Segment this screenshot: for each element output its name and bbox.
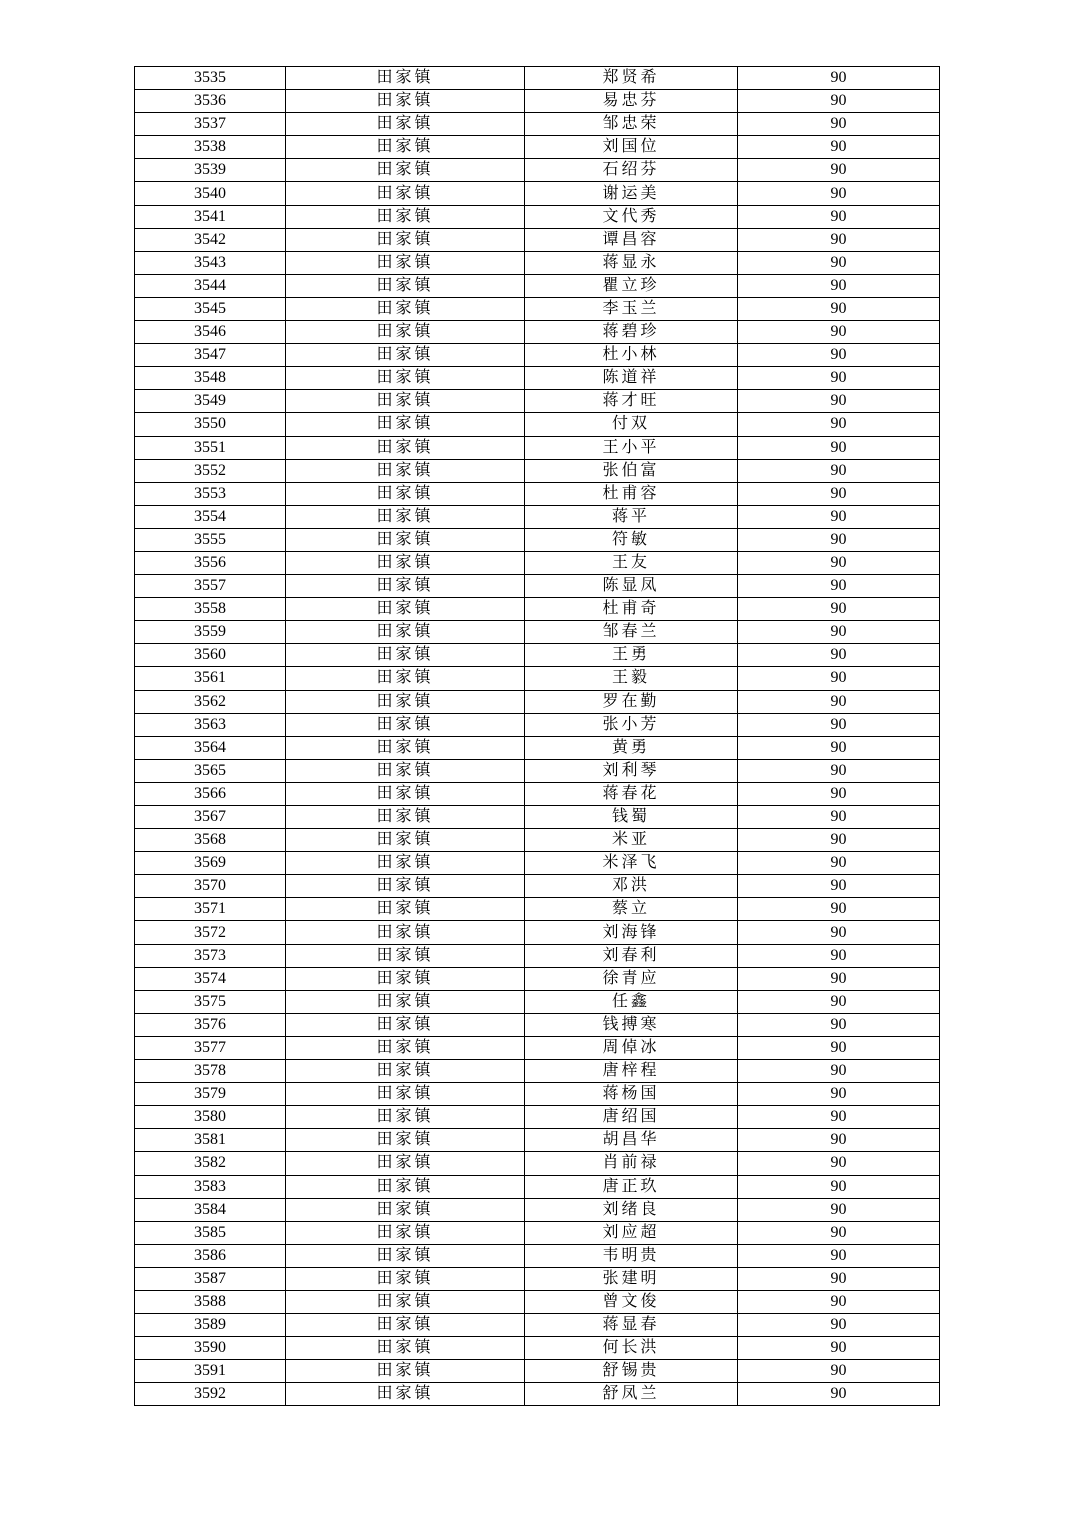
table-row bbox=[135, 113, 940, 136]
town-cell: 田家镇 bbox=[286, 1129, 525, 1152]
score-cell: 90 bbox=[738, 251, 940, 274]
serial-number-cell: 3564 bbox=[135, 736, 286, 759]
score-cell: 90 bbox=[738, 1013, 940, 1036]
score-cell: 90 bbox=[738, 1314, 940, 1337]
table-row bbox=[135, 367, 940, 390]
score-cell: 90 bbox=[738, 459, 940, 482]
town-cell: 田家镇 bbox=[286, 967, 525, 990]
table-row bbox=[135, 390, 940, 413]
town-cell: 田家镇 bbox=[286, 113, 525, 136]
town-cell: 田家镇 bbox=[286, 852, 525, 875]
table-row bbox=[135, 182, 940, 205]
name-cell: 邓洪 bbox=[525, 875, 738, 898]
serial-number-cell: 3543 bbox=[135, 251, 286, 274]
table-row bbox=[135, 1267, 940, 1290]
town-cell: 田家镇 bbox=[286, 205, 525, 228]
serial-number-cell: 3584 bbox=[135, 1198, 286, 1221]
score-cell: 90 bbox=[738, 1198, 940, 1221]
town-cell: 田家镇 bbox=[286, 1013, 525, 1036]
town-cell: 田家镇 bbox=[286, 690, 525, 713]
town-cell: 田家镇 bbox=[286, 1152, 525, 1175]
serial-number-cell: 3556 bbox=[135, 551, 286, 574]
score-cell: 90 bbox=[738, 1106, 940, 1129]
name-cell: 舒凤兰 bbox=[525, 1383, 738, 1406]
serial-number-cell: 3577 bbox=[135, 1036, 286, 1059]
score-cell: 90 bbox=[738, 1360, 940, 1383]
score-cell: 90 bbox=[738, 321, 940, 344]
score-cell: 90 bbox=[738, 829, 940, 852]
score-cell: 90 bbox=[738, 782, 940, 805]
score-cell: 90 bbox=[738, 1129, 940, 1152]
table-row bbox=[135, 1198, 940, 1221]
table-row bbox=[135, 159, 940, 182]
table-row bbox=[135, 875, 940, 898]
town-cell: 田家镇 bbox=[286, 1383, 525, 1406]
serial-number-cell: 3551 bbox=[135, 436, 286, 459]
town-cell: 田家镇 bbox=[286, 344, 525, 367]
serial-number-cell: 3582 bbox=[135, 1152, 286, 1175]
serial-number-cell: 3549 bbox=[135, 390, 286, 413]
serial-number-cell: 3539 bbox=[135, 159, 286, 182]
table-row bbox=[135, 482, 940, 505]
name-cell: 刘绪良 bbox=[525, 1198, 738, 1221]
score-cell: 90 bbox=[738, 367, 940, 390]
table-row bbox=[135, 321, 940, 344]
name-cell: 张小芳 bbox=[525, 713, 738, 736]
town-cell: 田家镇 bbox=[286, 321, 525, 344]
name-cell: 陈显凤 bbox=[525, 575, 738, 598]
table-row bbox=[135, 1036, 940, 1059]
name-cell: 杜甫容 bbox=[525, 482, 738, 505]
records-table bbox=[134, 66, 940, 1406]
town-cell: 田家镇 bbox=[286, 551, 525, 574]
score-cell: 90 bbox=[738, 67, 940, 90]
town-cell: 田家镇 bbox=[286, 182, 525, 205]
score-cell: 90 bbox=[738, 1060, 940, 1083]
name-cell: 米亚 bbox=[525, 829, 738, 852]
name-cell: 曾文俊 bbox=[525, 1290, 738, 1313]
serial-number-cell: 3554 bbox=[135, 505, 286, 528]
name-cell: 唐梓程 bbox=[525, 1060, 738, 1083]
name-cell: 刘国位 bbox=[525, 136, 738, 159]
serial-number-cell: 3562 bbox=[135, 690, 286, 713]
score-cell: 90 bbox=[738, 1083, 940, 1106]
table-row bbox=[135, 90, 940, 113]
town-cell: 田家镇 bbox=[286, 944, 525, 967]
name-cell: 舒锡贵 bbox=[525, 1360, 738, 1383]
name-cell: 蒋平 bbox=[525, 505, 738, 528]
table-row bbox=[135, 852, 940, 875]
town-cell: 田家镇 bbox=[286, 898, 525, 921]
town-cell: 田家镇 bbox=[286, 251, 525, 274]
serial-number-cell: 3547 bbox=[135, 344, 286, 367]
table-row bbox=[135, 459, 940, 482]
town-cell: 田家镇 bbox=[286, 598, 525, 621]
name-cell: 钱搏寒 bbox=[525, 1013, 738, 1036]
table-row bbox=[135, 1175, 940, 1198]
serial-number-cell: 3559 bbox=[135, 621, 286, 644]
table-row bbox=[135, 67, 940, 90]
serial-number-cell: 3542 bbox=[135, 228, 286, 251]
town-cell: 田家镇 bbox=[286, 875, 525, 898]
serial-number-cell: 3588 bbox=[135, 1290, 286, 1313]
serial-number-cell: 3575 bbox=[135, 990, 286, 1013]
town-cell: 田家镇 bbox=[286, 482, 525, 505]
name-cell: 张伯富 bbox=[525, 459, 738, 482]
name-cell: 蒋才旺 bbox=[525, 390, 738, 413]
score-cell: 90 bbox=[738, 482, 940, 505]
table-row bbox=[135, 575, 940, 598]
town-cell: 田家镇 bbox=[286, 759, 525, 782]
serial-number-cell: 3583 bbox=[135, 1175, 286, 1198]
name-cell: 徐青应 bbox=[525, 967, 738, 990]
town-cell: 田家镇 bbox=[286, 1036, 525, 1059]
town-cell: 田家镇 bbox=[286, 1175, 525, 1198]
table-row bbox=[135, 759, 940, 782]
table-row bbox=[135, 1314, 940, 1337]
name-cell: 蒋碧珍 bbox=[525, 321, 738, 344]
score-cell: 90 bbox=[738, 436, 940, 459]
name-cell: 蒋春花 bbox=[525, 782, 738, 805]
serial-number-cell: 3546 bbox=[135, 321, 286, 344]
town-cell: 田家镇 bbox=[286, 505, 525, 528]
name-cell: 王小平 bbox=[525, 436, 738, 459]
town-cell: 田家镇 bbox=[286, 1267, 525, 1290]
serial-number-cell: 3550 bbox=[135, 413, 286, 436]
name-cell: 张建明 bbox=[525, 1267, 738, 1290]
serial-number-cell: 3580 bbox=[135, 1106, 286, 1129]
name-cell: 杜甫奇 bbox=[525, 598, 738, 621]
serial-number-cell: 3592 bbox=[135, 1383, 286, 1406]
town-cell: 田家镇 bbox=[286, 1360, 525, 1383]
serial-number-cell: 3569 bbox=[135, 852, 286, 875]
score-cell: 90 bbox=[738, 621, 940, 644]
serial-number-cell: 3544 bbox=[135, 274, 286, 297]
serial-number-cell: 3538 bbox=[135, 136, 286, 159]
serial-number-cell: 3589 bbox=[135, 1314, 286, 1337]
score-cell: 90 bbox=[738, 136, 940, 159]
score-cell: 90 bbox=[738, 1152, 940, 1175]
score-cell: 90 bbox=[738, 113, 940, 136]
name-cell: 郑贤希 bbox=[525, 67, 738, 90]
town-cell: 田家镇 bbox=[286, 1083, 525, 1106]
score-cell: 90 bbox=[738, 921, 940, 944]
score-cell: 90 bbox=[738, 990, 940, 1013]
table-row bbox=[135, 1106, 940, 1129]
table-row bbox=[135, 436, 940, 459]
score-cell: 90 bbox=[738, 1244, 940, 1267]
town-cell: 田家镇 bbox=[286, 1198, 525, 1221]
table-row bbox=[135, 1244, 940, 1267]
table-row bbox=[135, 205, 940, 228]
serial-number-cell: 3548 bbox=[135, 367, 286, 390]
name-cell: 刘海锋 bbox=[525, 921, 738, 944]
name-cell: 蒋杨国 bbox=[525, 1083, 738, 1106]
town-cell: 田家镇 bbox=[286, 713, 525, 736]
score-cell: 90 bbox=[738, 528, 940, 551]
table-row bbox=[135, 598, 940, 621]
town-cell: 田家镇 bbox=[286, 459, 525, 482]
score-cell: 90 bbox=[738, 1290, 940, 1313]
table-row bbox=[135, 1129, 940, 1152]
town-cell: 田家镇 bbox=[286, 1221, 525, 1244]
score-cell: 90 bbox=[738, 413, 940, 436]
serial-number-cell: 3563 bbox=[135, 713, 286, 736]
table-row bbox=[135, 690, 940, 713]
table-row bbox=[135, 413, 940, 436]
table-row bbox=[135, 551, 940, 574]
table-row bbox=[135, 736, 940, 759]
table-row bbox=[135, 713, 940, 736]
score-cell: 90 bbox=[738, 736, 940, 759]
score-cell: 90 bbox=[738, 182, 940, 205]
serial-number-cell: 3540 bbox=[135, 182, 286, 205]
score-cell: 90 bbox=[738, 205, 940, 228]
score-cell: 90 bbox=[738, 1383, 940, 1406]
serial-number-cell: 3537 bbox=[135, 113, 286, 136]
serial-number-cell: 3560 bbox=[135, 644, 286, 667]
table-row bbox=[135, 1360, 940, 1383]
table-row bbox=[135, 1083, 940, 1106]
score-cell: 90 bbox=[738, 875, 940, 898]
score-cell: 90 bbox=[738, 505, 940, 528]
name-cell: 刘春利 bbox=[525, 944, 738, 967]
score-cell: 90 bbox=[738, 228, 940, 251]
table-row bbox=[135, 344, 940, 367]
score-cell: 90 bbox=[738, 575, 940, 598]
table-row bbox=[135, 782, 940, 805]
serial-number-cell: 3576 bbox=[135, 1013, 286, 1036]
serial-number-cell: 3572 bbox=[135, 921, 286, 944]
name-cell: 蒋显春 bbox=[525, 1314, 738, 1337]
name-cell: 谢运美 bbox=[525, 182, 738, 205]
serial-number-cell: 3586 bbox=[135, 1244, 286, 1267]
serial-number-cell: 3561 bbox=[135, 667, 286, 690]
table-row bbox=[135, 967, 940, 990]
town-cell: 田家镇 bbox=[286, 782, 525, 805]
serial-number-cell: 3587 bbox=[135, 1267, 286, 1290]
town-cell: 田家镇 bbox=[286, 736, 525, 759]
name-cell: 肖前禄 bbox=[525, 1152, 738, 1175]
name-cell: 石绍芬 bbox=[525, 159, 738, 182]
score-cell: 90 bbox=[738, 898, 940, 921]
town-cell: 田家镇 bbox=[286, 644, 525, 667]
town-cell: 田家镇 bbox=[286, 575, 525, 598]
town-cell: 田家镇 bbox=[286, 990, 525, 1013]
town-cell: 田家镇 bbox=[286, 528, 525, 551]
table-row bbox=[135, 644, 940, 667]
name-cell: 何长洪 bbox=[525, 1337, 738, 1360]
town-cell: 田家镇 bbox=[286, 297, 525, 320]
town-cell: 田家镇 bbox=[286, 159, 525, 182]
records-table-body bbox=[135, 67, 940, 1406]
serial-number-cell: 3541 bbox=[135, 205, 286, 228]
serial-number-cell: 3578 bbox=[135, 1060, 286, 1083]
score-cell: 90 bbox=[738, 1221, 940, 1244]
table-row bbox=[135, 621, 940, 644]
table-row bbox=[135, 898, 940, 921]
score-cell: 90 bbox=[738, 644, 940, 667]
name-cell: 韦明贵 bbox=[525, 1244, 738, 1267]
table-row bbox=[135, 528, 940, 551]
score-cell: 90 bbox=[738, 806, 940, 829]
town-cell: 田家镇 bbox=[286, 621, 525, 644]
name-cell: 米泽飞 bbox=[525, 852, 738, 875]
name-cell: 罗在勤 bbox=[525, 690, 738, 713]
score-cell: 90 bbox=[738, 159, 940, 182]
serial-number-cell: 3567 bbox=[135, 806, 286, 829]
serial-number-cell: 3565 bbox=[135, 759, 286, 782]
score-cell: 90 bbox=[738, 598, 940, 621]
serial-number-cell: 3581 bbox=[135, 1129, 286, 1152]
table-row bbox=[135, 228, 940, 251]
serial-number-cell: 3570 bbox=[135, 875, 286, 898]
serial-number-cell: 3555 bbox=[135, 528, 286, 551]
score-cell: 90 bbox=[738, 967, 940, 990]
serial-number-cell: 3574 bbox=[135, 967, 286, 990]
name-cell: 杜小林 bbox=[525, 344, 738, 367]
town-cell: 田家镇 bbox=[286, 667, 525, 690]
table-row bbox=[135, 944, 940, 967]
town-cell: 田家镇 bbox=[286, 136, 525, 159]
table-row bbox=[135, 1290, 940, 1313]
table-row bbox=[135, 1060, 940, 1083]
score-cell: 90 bbox=[738, 551, 940, 574]
name-cell: 王毅 bbox=[525, 667, 738, 690]
name-cell: 付双 bbox=[525, 413, 738, 436]
score-cell: 90 bbox=[738, 852, 940, 875]
town-cell: 田家镇 bbox=[286, 1244, 525, 1267]
name-cell: 周倬冰 bbox=[525, 1036, 738, 1059]
town-cell: 田家镇 bbox=[286, 806, 525, 829]
serial-number-cell: 3535 bbox=[135, 67, 286, 90]
score-cell: 90 bbox=[738, 274, 940, 297]
name-cell: 易忠芬 bbox=[525, 90, 738, 113]
name-cell: 文代秀 bbox=[525, 205, 738, 228]
serial-number-cell: 3566 bbox=[135, 782, 286, 805]
serial-number-cell: 3571 bbox=[135, 898, 286, 921]
name-cell: 任鑫 bbox=[525, 990, 738, 1013]
town-cell: 田家镇 bbox=[286, 90, 525, 113]
table-row bbox=[135, 806, 940, 829]
table-row bbox=[135, 297, 940, 320]
name-cell: 蔡立 bbox=[525, 898, 738, 921]
town-cell: 田家镇 bbox=[286, 1290, 525, 1313]
name-cell: 谭昌容 bbox=[525, 228, 738, 251]
score-cell: 90 bbox=[738, 944, 940, 967]
serial-number-cell: 3552 bbox=[135, 459, 286, 482]
score-cell: 90 bbox=[738, 344, 940, 367]
town-cell: 田家镇 bbox=[286, 413, 525, 436]
town-cell: 田家镇 bbox=[286, 67, 525, 90]
town-cell: 田家镇 bbox=[286, 829, 525, 852]
score-cell: 90 bbox=[738, 1036, 940, 1059]
score-cell: 90 bbox=[738, 713, 940, 736]
serial-number-cell: 3585 bbox=[135, 1221, 286, 1244]
name-cell: 钱蜀 bbox=[525, 806, 738, 829]
score-cell: 90 bbox=[738, 390, 940, 413]
serial-number-cell: 3545 bbox=[135, 297, 286, 320]
score-cell: 90 bbox=[738, 1175, 940, 1198]
town-cell: 田家镇 bbox=[286, 367, 525, 390]
table-row bbox=[135, 667, 940, 690]
serial-number-cell: 3558 bbox=[135, 598, 286, 621]
serial-number-cell: 3557 bbox=[135, 575, 286, 598]
table-row bbox=[135, 251, 940, 274]
name-cell: 邹忠荣 bbox=[525, 113, 738, 136]
name-cell: 唐绍国 bbox=[525, 1106, 738, 1129]
town-cell: 田家镇 bbox=[286, 1337, 525, 1360]
serial-number-cell: 3579 bbox=[135, 1083, 286, 1106]
name-cell: 刘利琴 bbox=[525, 759, 738, 782]
serial-number-cell: 3591 bbox=[135, 1360, 286, 1383]
table-row bbox=[135, 1221, 940, 1244]
name-cell: 瞿立珍 bbox=[525, 274, 738, 297]
table-row bbox=[135, 1152, 940, 1175]
table-row bbox=[135, 1337, 940, 1360]
name-cell: 蒋显永 bbox=[525, 251, 738, 274]
serial-number-cell: 3553 bbox=[135, 482, 286, 505]
name-cell: 黄勇 bbox=[525, 736, 738, 759]
table-row bbox=[135, 1013, 940, 1036]
score-cell: 90 bbox=[738, 1267, 940, 1290]
table-row bbox=[135, 990, 940, 1013]
score-cell: 90 bbox=[738, 759, 940, 782]
name-cell: 刘应超 bbox=[525, 1221, 738, 1244]
table-row bbox=[135, 505, 940, 528]
serial-number-cell: 3536 bbox=[135, 90, 286, 113]
serial-number-cell: 3573 bbox=[135, 944, 286, 967]
town-cell: 田家镇 bbox=[286, 390, 525, 413]
name-cell: 胡昌华 bbox=[525, 1129, 738, 1152]
town-cell: 田家镇 bbox=[286, 921, 525, 944]
name-cell: 唐正玖 bbox=[525, 1175, 738, 1198]
serial-number-cell: 3590 bbox=[135, 1337, 286, 1360]
town-cell: 田家镇 bbox=[286, 1106, 525, 1129]
name-cell: 王友 bbox=[525, 551, 738, 574]
town-cell: 田家镇 bbox=[286, 228, 525, 251]
score-cell: 90 bbox=[738, 1337, 940, 1360]
table-row bbox=[135, 274, 940, 297]
town-cell: 田家镇 bbox=[286, 436, 525, 459]
score-cell: 90 bbox=[738, 297, 940, 320]
table-row bbox=[135, 1383, 940, 1406]
town-cell: 田家镇 bbox=[286, 1060, 525, 1083]
score-cell: 90 bbox=[738, 667, 940, 690]
table-row bbox=[135, 136, 940, 159]
score-cell: 90 bbox=[738, 690, 940, 713]
name-cell: 李玉兰 bbox=[525, 297, 738, 320]
table-row bbox=[135, 921, 940, 944]
table-row bbox=[135, 829, 940, 852]
name-cell: 邹春兰 bbox=[525, 621, 738, 644]
name-cell: 符敏 bbox=[525, 528, 738, 551]
name-cell: 王勇 bbox=[525, 644, 738, 667]
score-cell: 90 bbox=[738, 90, 940, 113]
serial-number-cell: 3568 bbox=[135, 829, 286, 852]
town-cell: 田家镇 bbox=[286, 274, 525, 297]
name-cell: 陈道祥 bbox=[525, 367, 738, 390]
town-cell: 田家镇 bbox=[286, 1314, 525, 1337]
